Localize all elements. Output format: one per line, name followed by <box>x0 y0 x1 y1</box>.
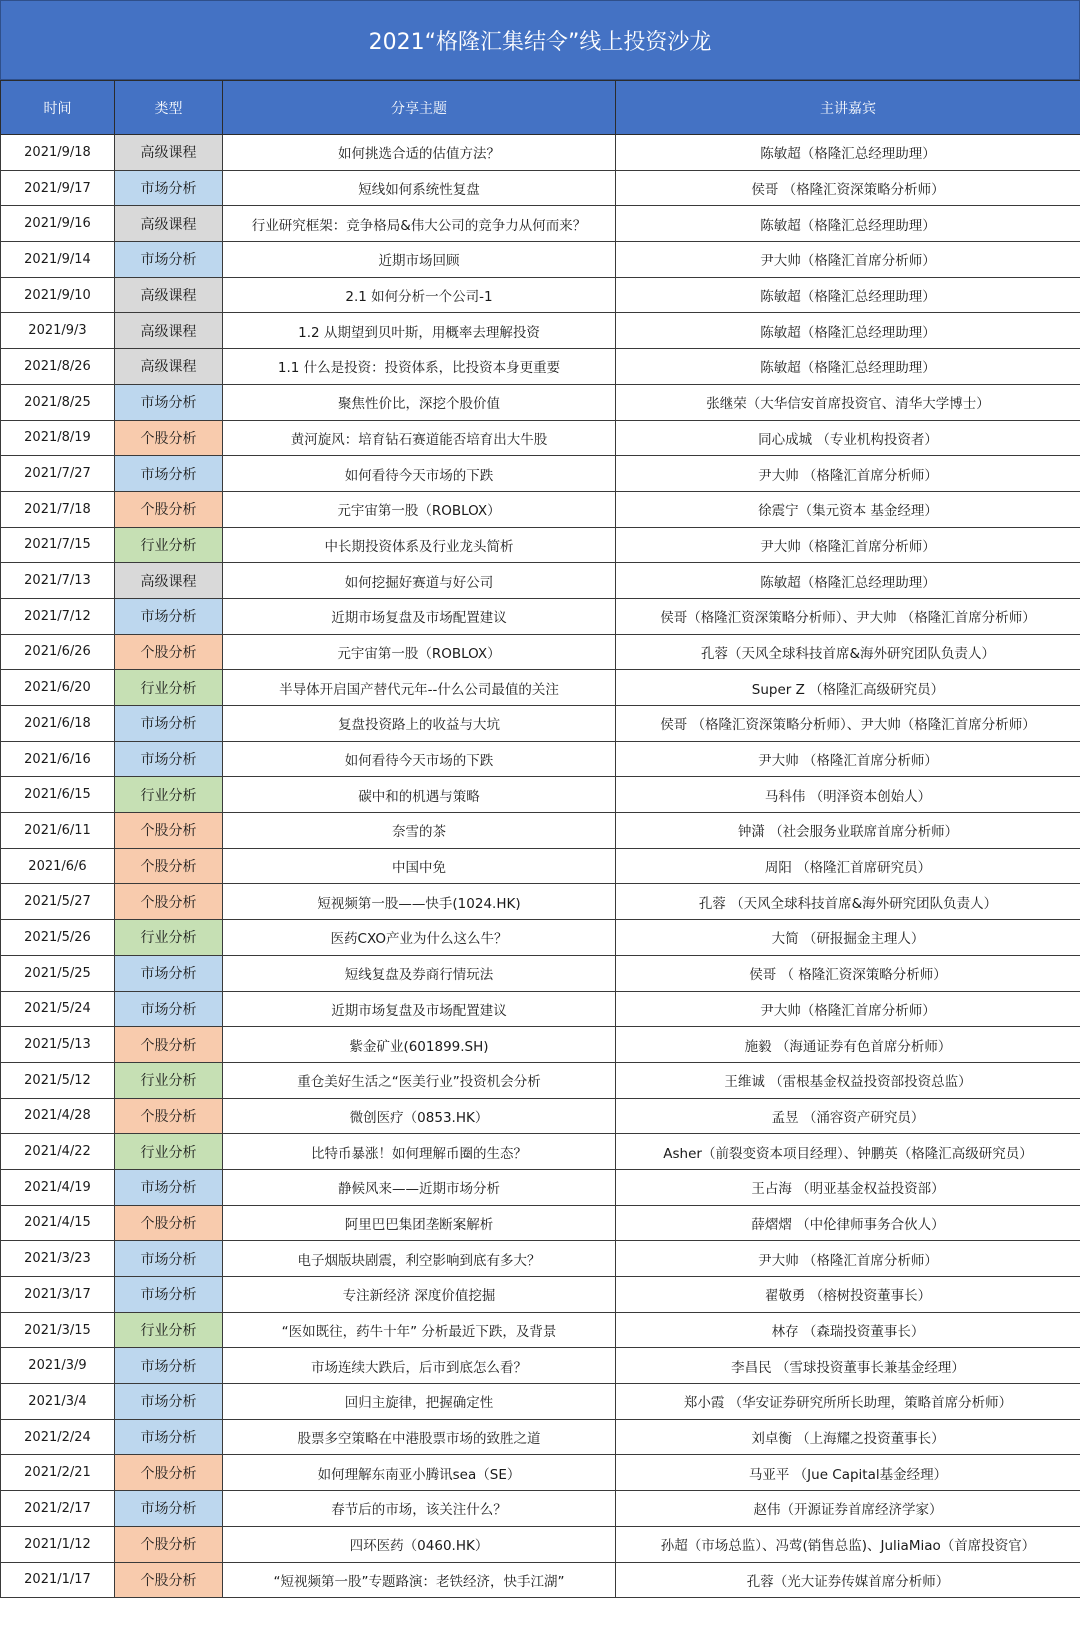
cell-topic: 行业研究框架：竞争格局&伟大公司的竞争力从何而来？ <box>223 206 616 242</box>
cell-speaker: Asher（前裂变资本项目经理）、钟鹏英（格隆汇高级研究员） <box>616 1134 1080 1170</box>
cell-type: 个股分析 <box>115 1098 223 1134</box>
cell-topic: 1.2 从期望到贝叶斯，用概率去理解投资 <box>223 313 616 349</box>
cell-speaker: Super Z （格隆汇高级研究员） <box>616 670 1080 706</box>
table-row <box>1 349 1080 385</box>
table-row <box>1 1348 1080 1384</box>
cell-speaker: 马亚平 （Jue Capital基金经理） <box>616 1455 1080 1491</box>
cell-type: 市场分析 <box>115 384 223 420</box>
cell-date: 2021/7/13 <box>1 563 115 599</box>
cell-type: 个股分析 <box>115 1455 223 1491</box>
cell-topic: 股票多空策略在中港股票市场的致胜之道 <box>223 1419 616 1455</box>
cell-date: 2021/4/19 <box>1 1169 115 1205</box>
cell-date: 2021/9/3 <box>1 313 115 349</box>
cell-date: 2021/6/11 <box>1 813 115 849</box>
table-row <box>1 1062 1080 1098</box>
table-row <box>1 1205 1080 1241</box>
cell-topic: 如何理解东南亚小腾讯sea（SE） <box>223 1455 616 1491</box>
header-topic: 分享主题 <box>223 81 616 135</box>
cell-topic: 元宇宙第一股（ROBLOX） <box>223 634 616 670</box>
cell-type: 市场分析 <box>115 1277 223 1313</box>
cell-speaker: 陈敏超（格隆汇总经理助理） <box>616 135 1080 171</box>
cell-speaker: 孔蓉（天风全球科技首席&海外研究团队负责人） <box>616 634 1080 670</box>
cell-type: 个股分析 <box>115 1526 223 1562</box>
table-row <box>1 920 1080 956</box>
cell-topic: 聚焦性价比，深挖个股价值 <box>223 384 616 420</box>
table-row <box>1 1526 1080 1562</box>
cell-date: 2021/5/24 <box>1 991 115 1027</box>
cell-speaker: 陈敏超（格隆汇总经理助理） <box>616 349 1080 385</box>
table-row <box>1 1562 1080 1598</box>
cell-type: 行业分析 <box>115 920 223 956</box>
cell-speaker: 大简 （研报掘金主理人） <box>616 920 1080 956</box>
cell-type: 个股分析 <box>115 884 223 920</box>
cell-topic: 紫金矿业(601899.SH) <box>223 1027 616 1063</box>
table-row <box>1 848 1080 884</box>
cell-speaker: 尹大帅 （格隆汇首席分析师） <box>616 741 1080 777</box>
cell-date: 2021/9/18 <box>1 135 115 171</box>
cell-type: 个股分析 <box>115 634 223 670</box>
cell-speaker: 尹大帅（格隆汇首席分析师） <box>616 527 1080 563</box>
cell-topic: 回归主旋律，把握确定性 <box>223 1384 616 1420</box>
cell-date: 2021/8/19 <box>1 420 115 456</box>
table-row <box>1 991 1080 1027</box>
cell-topic: 中国中免 <box>223 848 616 884</box>
cell-speaker: 周阳 （格隆汇首席研究员） <box>616 848 1080 884</box>
cell-date: 2021/7/18 <box>1 491 115 527</box>
cell-topic: 短视频第一股——快手(1024.HK) <box>223 884 616 920</box>
cell-topic: 如何看待今天市场的下跌 <box>223 741 616 777</box>
cell-type: 高级课程 <box>115 563 223 599</box>
cell-speaker: 侯哥 （ 格隆汇资深策略分析师） <box>616 955 1080 991</box>
cell-type: 高级课程 <box>115 135 223 171</box>
table-row <box>1 1277 1080 1313</box>
cell-topic: 近期市场回顾 <box>223 242 616 278</box>
cell-topic: 短线如何系统性复盘 <box>223 170 616 206</box>
cell-speaker: 孔蓉 （天风全球科技首席&海外研究团队负责人） <box>616 884 1080 920</box>
cell-type: 高级课程 <box>115 206 223 242</box>
table-row <box>1 955 1080 991</box>
cell-date: 2021/2/21 <box>1 1455 115 1491</box>
table-row <box>1 1384 1080 1420</box>
cell-type: 市场分析 <box>115 1241 223 1277</box>
cell-date: 2021/6/6 <box>1 848 115 884</box>
table-row <box>1 706 1080 742</box>
cell-speaker: 赵伟（开源证券首席经济学家） <box>616 1491 1080 1527</box>
table-row <box>1 1455 1080 1491</box>
cell-speaker: 钟潇 （社会服务业联席首席分析师） <box>616 813 1080 849</box>
cell-speaker: 陈敏超（格隆汇总经理助理） <box>616 206 1080 242</box>
cell-type: 市场分析 <box>115 1169 223 1205</box>
cell-speaker: 孔蓉（光大证券传媒首席分析师） <box>616 1562 1080 1598</box>
header-type: 类型 <box>115 81 223 135</box>
cell-date: 2021/9/17 <box>1 170 115 206</box>
cell-speaker: 施毅 （海通证券有色首席分析师） <box>616 1027 1080 1063</box>
cell-speaker: 刘卓衡 （上海耀之投资董事长） <box>616 1419 1080 1455</box>
cell-speaker: 同心成城 （专业机构投资者） <box>616 420 1080 456</box>
cell-topic: 电子烟版块剧震，利空影响到底有多大？ <box>223 1241 616 1277</box>
cell-date: 2021/9/14 <box>1 242 115 278</box>
cell-topic: 医药CXO产业为什么这么牛？ <box>223 920 616 956</box>
cell-date: 2021/4/28 <box>1 1098 115 1134</box>
table-row <box>1 242 1080 278</box>
cell-type: 市场分析 <box>115 456 223 492</box>
table-row <box>1 420 1080 456</box>
table-row <box>1 670 1080 706</box>
table-row <box>1 813 1080 849</box>
cell-date: 2021/3/9 <box>1 1348 115 1384</box>
cell-date: 2021/9/10 <box>1 277 115 313</box>
header-speaker: 主讲嘉宾 <box>616 81 1080 135</box>
cell-speaker: 张继荣（大华信安首席投资官、清华大学博士） <box>616 384 1080 420</box>
cell-date: 2021/1/12 <box>1 1526 115 1562</box>
schedule-table <box>0 80 1080 1598</box>
cell-type: 个股分析 <box>115 813 223 849</box>
cell-type: 高级课程 <box>115 349 223 385</box>
cell-speaker: 陈敏超（格隆汇总经理助理） <box>616 563 1080 599</box>
cell-type: 市场分析 <box>115 1348 223 1384</box>
cell-date: 2021/6/16 <box>1 741 115 777</box>
cell-topic: 如何挖掘好赛道与好公司 <box>223 563 616 599</box>
table-row <box>1 491 1080 527</box>
cell-topic: 半导体开启国产替代元年--什么公司最值的关注 <box>223 670 616 706</box>
cell-date: 2021/7/27 <box>1 456 115 492</box>
table-row <box>1 456 1080 492</box>
cell-topic: 近期市场复盘及市场配置建议 <box>223 991 616 1027</box>
page-title: 2021“格隆汇集结令”线上投资沙龙 <box>0 0 1080 80</box>
cell-topic: 复盘投资路上的收益与大坑 <box>223 706 616 742</box>
cell-date: 2021/8/26 <box>1 349 115 385</box>
table-row <box>1 1312 1080 1348</box>
cell-topic: 如何看待今天市场的下跌 <box>223 456 616 492</box>
cell-speaker: 李昌民 （雪球投资董事长兼基金经理） <box>616 1348 1080 1384</box>
cell-topic: 微创医疗（0853.HK） <box>223 1098 616 1134</box>
cell-topic: 近期市场复盘及市场配置建议 <box>223 598 616 634</box>
table-row <box>1 884 1080 920</box>
cell-speaker: 陈敏超（格隆汇总经理助理） <box>616 313 1080 349</box>
table-row <box>1 206 1080 242</box>
cell-date: 2021/7/15 <box>1 527 115 563</box>
cell-type: 市场分析 <box>115 1491 223 1527</box>
cell-type: 行业分析 <box>115 670 223 706</box>
cell-date: 2021/4/15 <box>1 1205 115 1241</box>
cell-topic: 阿里巴巴集团垄断案解析 <box>223 1205 616 1241</box>
cell-type: 高级课程 <box>115 277 223 313</box>
table-row <box>1 1241 1080 1277</box>
cell-speaker: 孟昱 （涌容资产研究员） <box>616 1098 1080 1134</box>
cell-date: 2021/3/4 <box>1 1384 115 1420</box>
table-body <box>1 135 1080 1598</box>
cell-type: 市场分析 <box>115 170 223 206</box>
table-row <box>1 634 1080 670</box>
cell-topic: 四环医药（0460.HK） <box>223 1526 616 1562</box>
cell-topic: 碳中和的机遇与策略 <box>223 777 616 813</box>
cell-type: 市场分析 <box>115 242 223 278</box>
cell-date: 2021/4/22 <box>1 1134 115 1170</box>
cell-speaker: 陈敏超（格隆汇总经理助理） <box>616 277 1080 313</box>
cell-type: 个股分析 <box>115 1205 223 1241</box>
cell-speaker: 马科伟 （明泽资本创始人） <box>616 777 1080 813</box>
cell-type: 市场分析 <box>115 706 223 742</box>
cell-type: 市场分析 <box>115 991 223 1027</box>
table-row <box>1 1419 1080 1455</box>
cell-date: 2021/6/15 <box>1 777 115 813</box>
cell-type: 市场分析 <box>115 955 223 991</box>
cell-type: 个股分析 <box>115 491 223 527</box>
cell-type: 个股分析 <box>115 1562 223 1598</box>
cell-date: 2021/5/25 <box>1 955 115 991</box>
cell-type: 行业分析 <box>115 527 223 563</box>
cell-speaker: 侯哥 （格隆汇资深策略分析师） <box>616 170 1080 206</box>
cell-speaker: 薛熠熠 （中伦律师事务合伙人） <box>616 1205 1080 1241</box>
cell-date: 2021/8/25 <box>1 384 115 420</box>
cell-topic: 如何挑选合适的估值方法？ <box>223 135 616 171</box>
cell-date: 2021/2/24 <box>1 1419 115 1455</box>
cell-type: 市场分析 <box>115 741 223 777</box>
cell-type: 市场分析 <box>115 598 223 634</box>
cell-speaker: 翟敬勇 （榕树投资董事长） <box>616 1277 1080 1313</box>
cell-date: 2021/6/20 <box>1 670 115 706</box>
cell-type: 行业分析 <box>115 1134 223 1170</box>
cell-type: 行业分析 <box>115 777 223 813</box>
table-row <box>1 1491 1080 1527</box>
table-row <box>1 135 1080 171</box>
cell-topic: 市场连续大跌后，后市到底怎么看？ <box>223 1348 616 1384</box>
cell-topic: 黄河旋风：培育钻石赛道能否培育出大牛股 <box>223 420 616 456</box>
cell-speaker: 孙超（市场总监）、冯莺(销售总监)、JuliaMiao（首席投资官） <box>616 1526 1080 1562</box>
table-row <box>1 170 1080 206</box>
cell-date: 2021/5/13 <box>1 1027 115 1063</box>
table-row <box>1 1134 1080 1170</box>
cell-speaker: 尹大帅（格隆汇首席分析师） <box>616 991 1080 1027</box>
cell-speaker: 王占海 （明亚基金权益投资部） <box>616 1169 1080 1205</box>
cell-type: 市场分析 <box>115 1419 223 1455</box>
header-row <box>1 81 1080 135</box>
cell-date: 2021/5/12 <box>1 1062 115 1098</box>
cell-topic: “医如既往，药牛十年” 分析最近下跌，及背景 <box>223 1312 616 1348</box>
cell-topic: 中长期投资体系及行业龙头简析 <box>223 527 616 563</box>
cell-topic: “短视频第一股”专题路演：老铁经济，快手江湖” <box>223 1562 616 1598</box>
header-date: 时间 <box>1 81 115 135</box>
cell-date: 2021/3/15 <box>1 1312 115 1348</box>
cell-type: 行业分析 <box>115 1312 223 1348</box>
cell-topic: 2.1 如何分析一个公司-1 <box>223 277 616 313</box>
cell-date: 2021/6/26 <box>1 634 115 670</box>
cell-speaker: 林存 （森瑞投资董事长） <box>616 1312 1080 1348</box>
cell-type: 个股分析 <box>115 848 223 884</box>
table-row <box>1 384 1080 420</box>
cell-speaker: 王维诚 （雷根基金权益投资部投资总监） <box>616 1062 1080 1098</box>
cell-date: 2021/6/18 <box>1 706 115 742</box>
cell-topic: 奈雪的茶 <box>223 813 616 849</box>
cell-topic: 静候风来——近期市场分析 <box>223 1169 616 1205</box>
table-row <box>1 527 1080 563</box>
cell-topic: 专注新经济 深度价值挖掘 <box>223 1277 616 1313</box>
cell-topic: 元宇宙第一股（ROBLOX） <box>223 491 616 527</box>
cell-type: 行业分析 <box>115 1062 223 1098</box>
cell-date: 2021/5/27 <box>1 884 115 920</box>
table-row <box>1 313 1080 349</box>
cell-speaker: 徐震宁（集元资本 基金经理） <box>616 491 1080 527</box>
cell-type: 个股分析 <box>115 420 223 456</box>
table-row <box>1 741 1080 777</box>
table-row <box>1 563 1080 599</box>
cell-type: 个股分析 <box>115 1027 223 1063</box>
cell-speaker: 尹大帅 （格隆汇首席分析师） <box>616 456 1080 492</box>
cell-date: 2021/5/26 <box>1 920 115 956</box>
cell-date: 2021/2/17 <box>1 1491 115 1527</box>
cell-date: 2021/3/23 <box>1 1241 115 1277</box>
table-row <box>1 1027 1080 1063</box>
table-row <box>1 777 1080 813</box>
cell-date: 2021/3/17 <box>1 1277 115 1313</box>
cell-type: 高级课程 <box>115 313 223 349</box>
cell-topic: 春节后的市场，该关注什么？ <box>223 1491 616 1527</box>
cell-type: 市场分析 <box>115 1384 223 1420</box>
table-row <box>1 277 1080 313</box>
cell-speaker: 郑小霞 （华安证券研究所所长助理，策略首席分析师） <box>616 1384 1080 1420</box>
cell-speaker: 侯哥 （格隆汇资深策略分析师）、尹大帅（格隆汇首席分析师） <box>616 706 1080 742</box>
table-row <box>1 1098 1080 1134</box>
cell-topic: 比特币暴涨！如何理解币圈的生态？ <box>223 1134 616 1170</box>
cell-speaker: 侯哥（格隆汇资深策略分析师）、尹大帅 （格隆汇首席分析师） <box>616 598 1080 634</box>
table-row <box>1 598 1080 634</box>
cell-speaker: 尹大帅 （格隆汇首席分析师） <box>616 1241 1080 1277</box>
cell-topic: 重仓美好生活之“医美行业”投资机会分析 <box>223 1062 616 1098</box>
cell-topic: 1.1 什么是投资：投资体系，比投资本身更重要 <box>223 349 616 385</box>
cell-topic: 短线复盘及券商行情玩法 <box>223 955 616 991</box>
table-row <box>1 1169 1080 1205</box>
cell-date: 2021/1/17 <box>1 1562 115 1598</box>
cell-date: 2021/7/12 <box>1 598 115 634</box>
cell-speaker: 尹大帅（格隆汇首席分析师） <box>616 242 1080 278</box>
cell-date: 2021/9/16 <box>1 206 115 242</box>
